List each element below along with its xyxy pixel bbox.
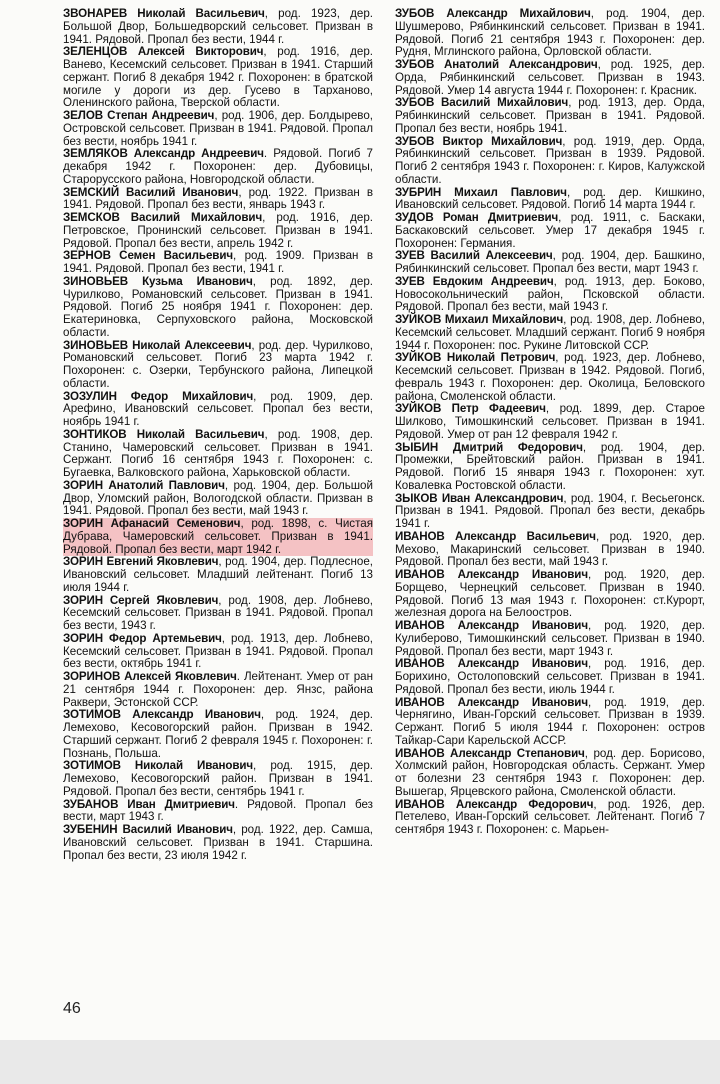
- entry-name: ЗОРИН Сергей Яковлевич: [63, 593, 219, 607]
- entry-text: , род. дер. Кишкино, Ивановский сельсовет. Рядовой. Погиб 14 марта 1944 г.: [395, 185, 705, 212]
- entry-text: , род. 1904, дер. Большой Двор, Уломский район, Вологодской области. Призван в 1941. Рядовой. Пропал без вести, май 1943 г.: [63, 478, 373, 518]
- entry-name: ЗОРИН Федор Артемьевич: [63, 631, 222, 645]
- entry-name: ЗУЕВ Евдоким Андреевич: [395, 274, 554, 288]
- record-entry: [395, 620, 705, 658]
- left-column: [63, 8, 373, 862]
- entry-name: ЗУБОВ Анатолий Александрович: [395, 58, 598, 71]
- record-entry: [63, 595, 373, 633]
- record-entry: [395, 531, 705, 569]
- entry-text: , род. 1916, дер. Ванево, Кесемский сельсовет. Призван в 1941. Старший сержант. Погиб 8 декабря 1942 г. Похоронен: в братской могиле у дороги из дер. Гусево в Тарханово, Оленинского района, Тверской области.: [63, 45, 374, 110]
- entry-text: , род. 1911, с. Баскаки, Баскаковский сельсовет. Умер 17 декабря 1945 г. Похоронен: Германия.: [395, 211, 705, 250]
- entry-name: ИВАНОВ Александр Иванович: [395, 695, 588, 709]
- entry-text: . Лейтенант. Умер от ран 21 сентября 1944 г. Похоронен: дер. Янзс, района Раквери, Эстонской ССР.: [63, 670, 373, 709]
- entry-text: , род. 1913, дер. Боково, Новосокольнический район, Псковской области. Рядовой. Пропал без вести, май 1943 г.: [395, 274, 705, 314]
- record-entry: [63, 391, 373, 429]
- entry-name: ЗУЕВ Василий Алексеевич: [395, 249, 553, 263]
- entry-name: ЗЕМЛЯКОВ Александр Андреевич: [63, 147, 264, 161]
- record-entry: [395, 8, 705, 59]
- entry-name: ЗУЙКОВ Михаил Михайлович: [395, 313, 564, 326]
- entry-text: , род. 1913, дер. Лобнево, Кесемский сельсовет. Призван в 1941. Рядовой. Пропал без вести, октябрь 1941 г.: [63, 631, 373, 671]
- record-entry: [63, 212, 373, 250]
- record-entry: [395, 276, 705, 314]
- record-entry: [395, 136, 705, 187]
- entry-text: , род. 1904, г. Весьегонск. Призван в 1941. Рядовой. Пропал без вести, декабрь 1941 г.: [395, 491, 705, 530]
- record-entry: [395, 187, 705, 213]
- record-entry: [395, 569, 705, 620]
- entry-text: , род. 1892, дер. Чурилково, Романовский сельсовет. Призван в 1941. Рядовой. Погиб 25 ноября 1941 г. Похоронен: дер. Екатериновка, Серпуховского района, Московской области.: [63, 274, 373, 339]
- record-entry: [63, 250, 373, 276]
- entry-name: ИВАНОВ Александр Васильевич: [395, 529, 596, 543]
- entry-text: , род. 1898, с. Чистая Дубрава, Чамеровский сельсовет. Призван в 1941. Рядовой. Пропал без вести, март 1942 г.: [63, 517, 373, 556]
- record-entry: [395, 799, 705, 837]
- record-entry: [395, 250, 705, 276]
- entry-name: ЗОТИМОВ Николай Иванович: [63, 759, 254, 773]
- record-entry: [63, 187, 373, 213]
- record-entry: [63, 709, 373, 760]
- record-entry: [63, 276, 373, 340]
- entry-name: ИВАНОВ Александр Иванович: [395, 568, 588, 581]
- entry-text: , род. 1909. Призван в 1941. Рядовой. Пропал без вести, 1941 г.: [63, 249, 373, 275]
- entry-name: ЗЕЛОВ Степан Андреевич: [63, 109, 215, 122]
- entry-name: ЗЫКОВ Иван Александрович: [395, 491, 564, 505]
- record-entry: [395, 658, 705, 696]
- entry-text: , род. 1915, дер. Лемехово, Кесовогорский район. Призван в 1941. Рядовой. Пропал без вести, сентябрь 1941 г.: [63, 759, 374, 798]
- entry-name: ЗУБАНОВ Иван Дмитриевич: [63, 797, 235, 811]
- entry-name: ЗОРИН Анатолий Павлович: [63, 478, 225, 492]
- entry-name: ЗУБОВ Василий Михайлович: [395, 96, 569, 110]
- record-entry: [63, 8, 373, 46]
- entry-text: , род. 1909, дер. Арефино, Ивановский сельсовет. Пропал без вести, ноябрь 1941 г.: [63, 389, 373, 428]
- record-entry: [63, 824, 373, 862]
- entry-text: , род. 1904, дер. Шушмерово, Рябинкинский сельсовет. Призван в 1941. Рядовой. Погиб 21 сентября 1943 г. Похоронен: дер. Рудня, Мглинского района, Орловской области.: [395, 7, 705, 59]
- entry-name: ЗУБОВ Александр Михайлович: [395, 7, 591, 20]
- entry-text: , род. 1922. Призван в 1941. Рядовой. Пропал без вести, январь 1943 г.: [63, 185, 374, 212]
- record-entry: [63, 480, 373, 518]
- record-entry: [63, 429, 373, 480]
- entry-text: , род. 1904, дер. Промежки, Брейтовский район. Призван в 1941. Рядовой. Погиб 15 января 1943 г. Похоронен: хут. Ковалевка Ростовской области.: [395, 440, 705, 492]
- entry-name: ИВАНОВ Александр Иванович: [395, 619, 588, 632]
- entry-name: ЗИНОВЬЕВ Кузьма Иванович: [63, 274, 253, 288]
- entry-name: ЗИНОВЬЕВ Николай Алексеевич: [63, 338, 252, 352]
- entry-name: ИВАНОВ Александр Степанович: [395, 746, 585, 760]
- entry-name: ЗВОНАРЕВ Николай Васильевич: [63, 7, 265, 20]
- entry-text: , род. 1923, дер. Большой Двор, Большедворский сельсовет. Призван в 1941. Рядовой. Пропал без вести, 1944 г.: [63, 7, 373, 46]
- entry-text: . Рядовой. Пропал без вести, март 1943 г.: [63, 797, 373, 824]
- entry-text: , род. 1908, дер. Лобнево, Кесемский сельсовет. Призван в 1941. Рядовой. Пропал без вести, 1943 г.: [63, 593, 373, 632]
- record-entry: [395, 697, 705, 748]
- entry-text: , род. 1924, дер. Лемехово, Кесовогорский район. Призван в 1942. Старший сержант. Погиб 2 февраля 1945 г. Похоронен: г. Познань, Польша.: [63, 708, 373, 760]
- record-entry: [395, 314, 705, 352]
- record-entry: [395, 403, 705, 441]
- entry-name: ЗЕРНОВ Семен Васильевич: [63, 249, 233, 263]
- record-entry: [395, 212, 705, 250]
- record-entry: [63, 46, 373, 110]
- entry-name: ЗЫБИН Дмитрий Федорович: [395, 440, 583, 454]
- entry-name: ЗЕМСКИЙ Василий Иванович: [63, 185, 239, 199]
- page-number: 46: [63, 1000, 81, 1017]
- record-entry: [395, 352, 705, 403]
- entry-name: ЗУДОВ Роман Дмитриевич: [395, 211, 559, 224]
- entry-text: , род. 1899, дер. Старое Шилково, Тимошкинский сельсовет. Призван в 1941. Рядовой. Умер от ран 12 февраля 1942 г.: [395, 402, 705, 441]
- entry-name: ЗУЙКОВ Николай Петрович: [395, 351, 556, 365]
- entry-text: , род. дер. Чурилково, Романовский сельсовет. Погиб 23 марта 1942 г. Похоронен: с. Озерки, Тербунского района, Липецкой области.: [63, 338, 373, 390]
- record-entry: [63, 633, 373, 671]
- entry-text: , род. 1913, дер. Орда, Рябинкинский сельсовет. Призван в 1941. Рядовой. Пропал без вести, ноябрь 1941.: [395, 96, 706, 135]
- entry-text: , род. 1919, дер. Чернягино, Иван-Горский сельсовет. Призван в 1939. Сержант. Погиб 5 июля 1944 г. Похоронен: остров Тайкар-Сари Карельской АССР.: [395, 695, 705, 747]
- entry-name: ЗЕМСКОВ Василий Михайлович: [63, 211, 263, 224]
- record-entry: [395, 442, 705, 493]
- entry-name: ЗОНТИКОВ Николай Васильевич: [63, 427, 265, 441]
- record-entry: [63, 556, 373, 594]
- entry-text: , род. 1916, дер. Петровское, Пронинский сельсовет. Призван в 1941. Рядовой. Пропал без вести, апрель 1942 г.: [63, 211, 373, 250]
- entry-text: , род. 1920, дер. Мехово, Макаринский сельсовет. Призван в 1940. Рядовой. Пропал без вести, май 1943 г.: [395, 529, 705, 569]
- entry-text: , род. 1908, дер. Лобнево, Кесемский сельсовет. Младший сержант. Погиб 9 ноября 1944 г. Похоронен: пос. Рукине Литовской ССР.: [395, 313, 706, 352]
- entry-text: , род. 1904, дер. Подлесное, Ивановский сельсовет. Младший лейтенант. Погиб 13 июля 1944 г.: [63, 555, 373, 594]
- entry-text: . Рядовой. Погиб 7 декабря 1942 г. Похоронен: дер. Дубовицы, Старорусского района, Новгородской области.: [63, 147, 373, 186]
- entry-name: ЗОРИН Евгений Яковлевич: [63, 555, 219, 569]
- entry-text: , род. 1920, дер. Борщево, Чернецкий сельсовет. Призван в 1940. Рядовой. Погиб 13 мая 1943 г. Похоронен: ст.Курорт, железная дорога на Белоостров.: [395, 568, 705, 620]
- entry-text: , род. 1906, дер. Болдырево, Островской сельсовет. Призван в 1941. Рядовой. Пропал без вести, ноябрь 1941 г.: [63, 109, 373, 148]
- entry-name: ИВАНОВ Александр Иванович: [395, 657, 588, 671]
- entry-text: , род. 1925, дер. Орда, Рябинкинский сельсовет. Призван в 1943. Рядовой. Умер 14 августа 1944 г. Похоронен: г. Красник.: [395, 58, 705, 97]
- entry-name: ЗУБРИН Михаил Павлович: [395, 185, 567, 199]
- entry-name: ЗОТИМОВ Александр Иванович: [63, 708, 261, 722]
- entry-name: ЗОРИНОВ Алексей Яковлевич: [63, 670, 237, 683]
- entry-name: ЗУБОВ Виктор Михайлович: [395, 134, 563, 148]
- entry-text: , род. 1919, дер. Орда, Рябинкинский сельсовет. Призван в 1939. Рядовой. Погиб 2 сентября 1943 г. Похоронен: г. Киров, Калужской области.: [395, 134, 705, 186]
- entry-name: ЗОРИН Афанасий Семенович: [63, 517, 241, 530]
- entry-name: ЗУЙКОВ Петр Фадеевич: [395, 402, 546, 416]
- right-column: [395, 8, 705, 837]
- entry-text: , род. 1908, дер. Станино, Чамеровский сельсовет. Призван в 1941. Сержант. Погиб 16 сентября 1943 г. Похоронен: с. Бугаевка, Валковского района, Харьковской области.: [63, 427, 373, 479]
- entry-name: ЗОЗУЛИН Федор Михайлович: [63, 389, 254, 403]
- record-entry: [63, 799, 373, 825]
- record-entry: [63, 340, 373, 391]
- record-entry: [63, 671, 373, 709]
- record-entry: [395, 493, 705, 531]
- entry-text: , род. 1922, дер. Самша, Ивановский сельсовет. Призван в 1941. Старшина. Пропал без вести, 23 июля 1942 г.: [63, 823, 373, 862]
- entry-text: , род. 1916, дер. Борихино, Остолоповский сельсовет. Призван в 1941. Рядовой. Пропал без вести, июль 1944 г.: [395, 657, 705, 696]
- highlighted-entry: [63, 518, 373, 556]
- entry-text: , род. 1920, дер. Кулиберово, Тимошкинский сельсовет. Призван в 1940. Рядовой. Пропал без вести, март 1943 г.: [395, 619, 705, 658]
- entry-name: ИВАНОВ Александр Федорович: [395, 797, 594, 811]
- record-entry: [63, 110, 373, 148]
- record-entry: [395, 59, 705, 97]
- entry-text: , род. дер. Борисово, Холмский район, Новгородская область. Сержант. Умер от болезни 23 сентября 1943 г. Похоронен: дер. Вышегар, Ярцевского района, Смоленской области.: [395, 746, 705, 798]
- entry-name: ЗЕЛЕНЦОВ Алексей Викторович: [63, 45, 264, 59]
- record-entry: [395, 748, 705, 799]
- entry-text: , род. 1923, дер. Лобнево, Кесемский сельсовет. Призван в 1942. Рядовой. Погиб, февраль 1943 г. Похоронен: дер. Околица, Беловского района, Смоленской области.: [395, 351, 705, 403]
- entry-text: , род. 1926, дер. Петелево, Иван-Горский сельсовет. Лейтенант. Погиб 7 сентября 1943 г. Похоронен: с. Марьен-: [395, 797, 705, 836]
- entry-name: ЗУБЕНИН Василий Иванович: [63, 823, 233, 836]
- viewer-bottom-bar: [0, 1040, 720, 1084]
- record-entry: [395, 97, 705, 135]
- entry-text: , род. 1904, дер. Башкино, Рябинкинский сельсовет. Пропал без вести, март 1943 г.: [395, 249, 705, 275]
- record-entry: [63, 148, 373, 186]
- record-entry: [63, 760, 373, 798]
